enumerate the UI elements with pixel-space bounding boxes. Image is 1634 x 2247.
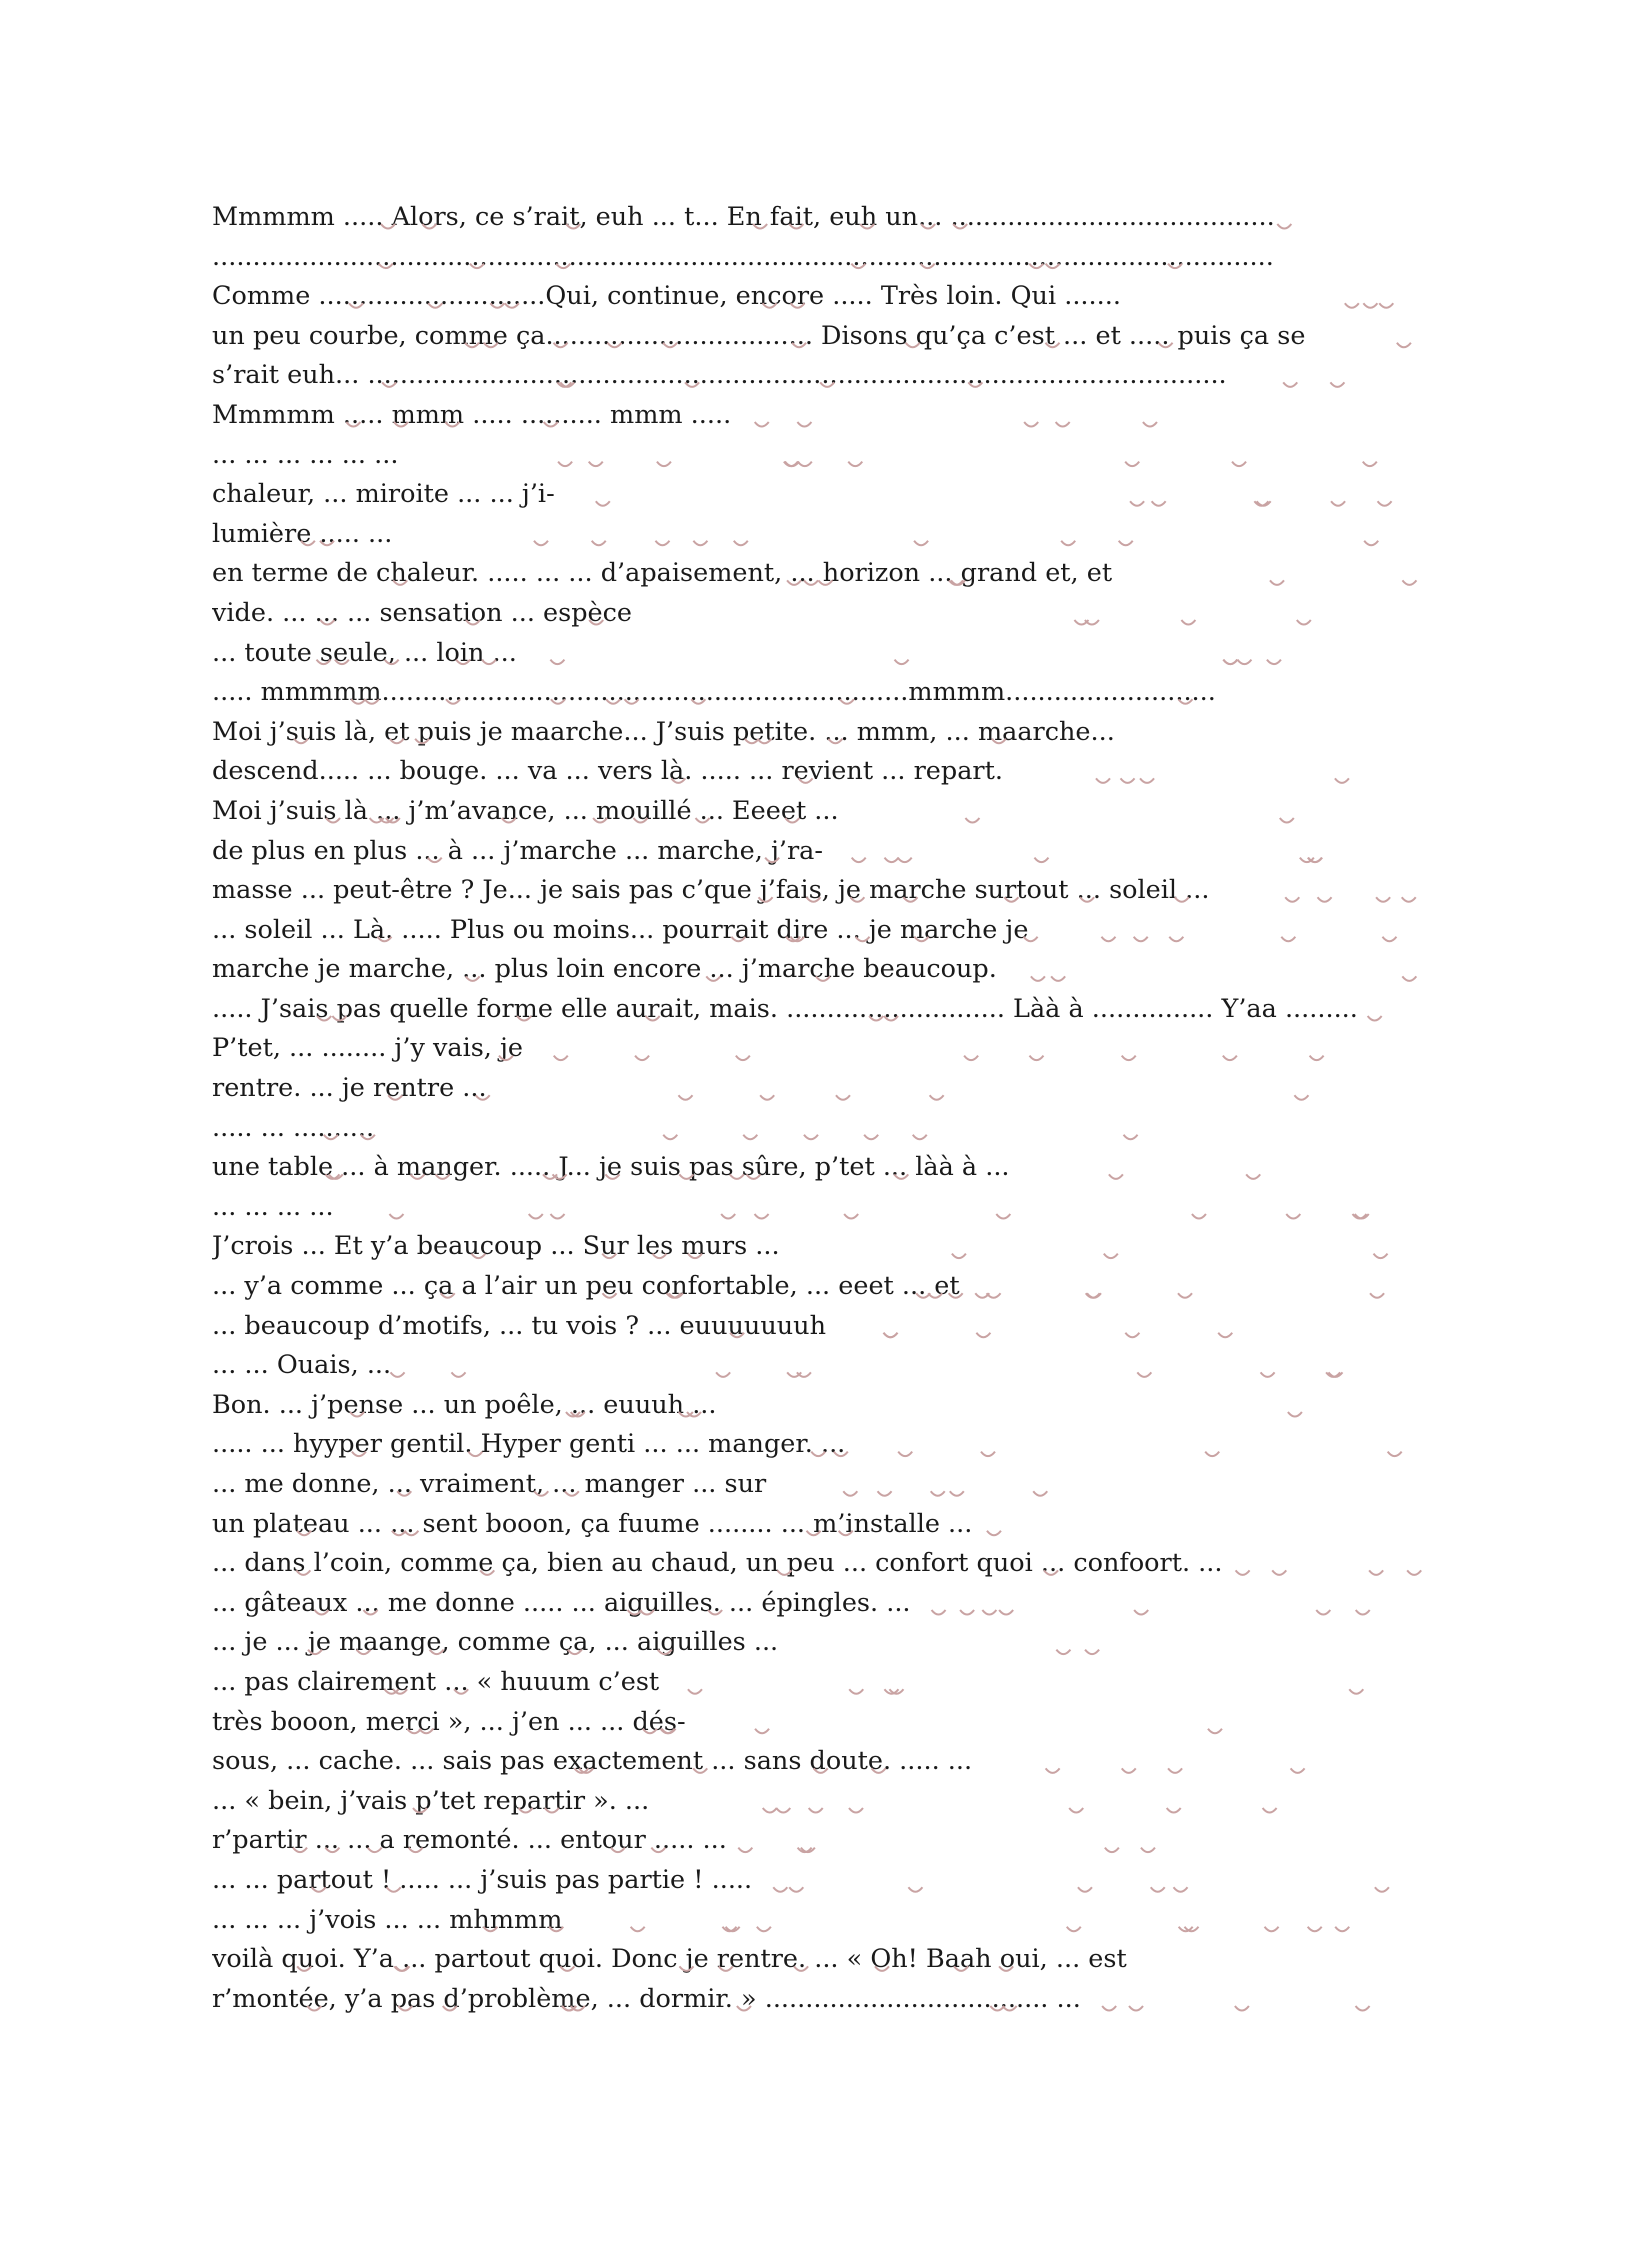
text-line: r’montée, y’a pas d’problème, ... dormir. » ................................... ... bbox=[212, 1983, 1081, 2014]
text-line: P’tet, ... ........ j’y vais, je bbox=[212, 1033, 524, 1064]
text-line: chaleur, ... miroite ... ... j’i- bbox=[212, 479, 555, 510]
text-line: r’partir ... ... a remonté. ... entour ..... ... bbox=[212, 1825, 727, 1856]
text-line: ... soleil ... Là. ..... Plus ou moins... pourrait dire ... je marche je bbox=[212, 914, 1029, 945]
text-line: masse ... peut-être ? Je... je sais pas c’que j’fais, je marche surtout ... soleil ... bbox=[212, 875, 1210, 906]
text-line: J’crois ... Et y’a beaucoup ... Sur les murs ... bbox=[212, 1231, 780, 1262]
text-line: Moi j’suis là ... j’m’avance, ... mouillé ... Eeeet ... bbox=[212, 795, 839, 826]
text-line: ..... ... hyyper gentil. Hyper genti ... ... manger. ... bbox=[212, 1429, 846, 1460]
text-line: ..... mmmmm.................................................................mmmm.......................... bbox=[212, 677, 1216, 708]
text-line: très booon, merci », ... j’en ... ... dés- bbox=[212, 1706, 686, 1737]
text-line: de plus en plus ... à ... j’marche ... marche, j’ra- bbox=[212, 835, 823, 866]
text-line: s’rait euh... .......................................................................................................... bbox=[212, 360, 1227, 391]
text-line: sous, ... cache. ... sais pas exactement ... sans doute. ..... ... bbox=[212, 1746, 973, 1777]
text-line: un plateau ... ... sent booon, ça fuume ........ ... m’installe ... bbox=[212, 1508, 973, 1539]
text-line: lumière ..... ... bbox=[212, 518, 393, 549]
text-line: ..... J’sais pas quelle forme elle aurait, mais. ........................... Làà à ............... Y’aa ......... bbox=[212, 993, 1358, 1024]
text-line: ... ... ... j’vois ... ... mhmmm bbox=[212, 1904, 563, 1935]
text-line: Comme ............................Qui, continue, encore ..... Très loin. Qui ....... bbox=[212, 281, 1121, 312]
text-line: Moi j’suis là, et puis je maarche... J’suis petite. ... mmm, ... maarche... bbox=[212, 716, 1115, 747]
text-line: ... ... ... ... ... ... bbox=[212, 439, 399, 470]
text-line: marche je marche, ... plus loin encore ... j’marche beaucoup. bbox=[212, 954, 997, 985]
text-line: rentre. ... je rentre ... bbox=[212, 1073, 487, 1104]
text-line: ... « bein, j’vais p’tet repartir ». ... bbox=[212, 1785, 650, 1816]
text-line: ... pas clairement ... « huuum c’est bbox=[212, 1666, 660, 1697]
text-line: ... toute seule, ... loin ... bbox=[212, 637, 517, 668]
text-line: ... beaucoup d’motifs, ... tu vois ? ... euuuuuuuh bbox=[212, 1310, 827, 1341]
text-line: ... ... ... ... bbox=[212, 1191, 334, 1222]
text-line: un peu courbe, comme ça................................. Disons qu’ça c’est ... et ..... puis ça se bbox=[212, 320, 1306, 351]
text-line: ... ... partout ! ..... ... j’suis pas partie ! ..... bbox=[212, 1864, 753, 1895]
text-line: en terme de chaleur. ..... ... ... d’apaisement, ... horizon ... grand et, et bbox=[212, 558, 1113, 589]
text-line: Mmmmm ..... mmm ..... .......... mmm ..... bbox=[212, 399, 732, 430]
text-line: Mmmmm ..... Alors, ce s’rait, euh ... t... En fait, euh un... ........................................ bbox=[212, 202, 1275, 232]
text-line: ... ... Ouais, ... bbox=[212, 1350, 392, 1381]
text-line: Bon. ... j’pense ... un poêle, ... euuuh ... bbox=[212, 1389, 717, 1420]
text-line: descend..... ... bouge. ... va ... vers là. ..... ... revient ... repart. bbox=[212, 756, 1003, 787]
transcript-text bbox=[212, 198, 1438, 2019]
text-line: ... me donne, ... vraiment, ... manger ... sur bbox=[212, 1469, 767, 1499]
text-line: vide. ... ... ... sensation ... espèce bbox=[212, 597, 633, 628]
text-line: ..... ... .......... bbox=[212, 1112, 375, 1143]
text-line: ... dans l’coin, comme ça, bien au chaud, un peu ... confort quoi ... confoort. ... bbox=[212, 1548, 1223, 1579]
text-line: ... je ... je maange, comme ça, ... aiguilles ... bbox=[212, 1627, 779, 1658]
text-line: une table ... à manger. ..... J... je suis pas sûre, p’tet ... làà à ... bbox=[212, 1152, 1010, 1183]
text-line: voilà quoi. Y’a ... partout quoi. Donc je rentre. ... « Oh! Baah oui, ... est bbox=[212, 1944, 1127, 1975]
text-line: ... gâteaux ... me donne ..... ... aiguilles. ... épingles. ... bbox=[212, 1587, 911, 1618]
text-line: ... y’a comme ... ça a l’air un peu confortable, ... eeet ... et bbox=[212, 1271, 960, 1302]
text-line: ................................................................................................................................... bbox=[212, 241, 1274, 272]
